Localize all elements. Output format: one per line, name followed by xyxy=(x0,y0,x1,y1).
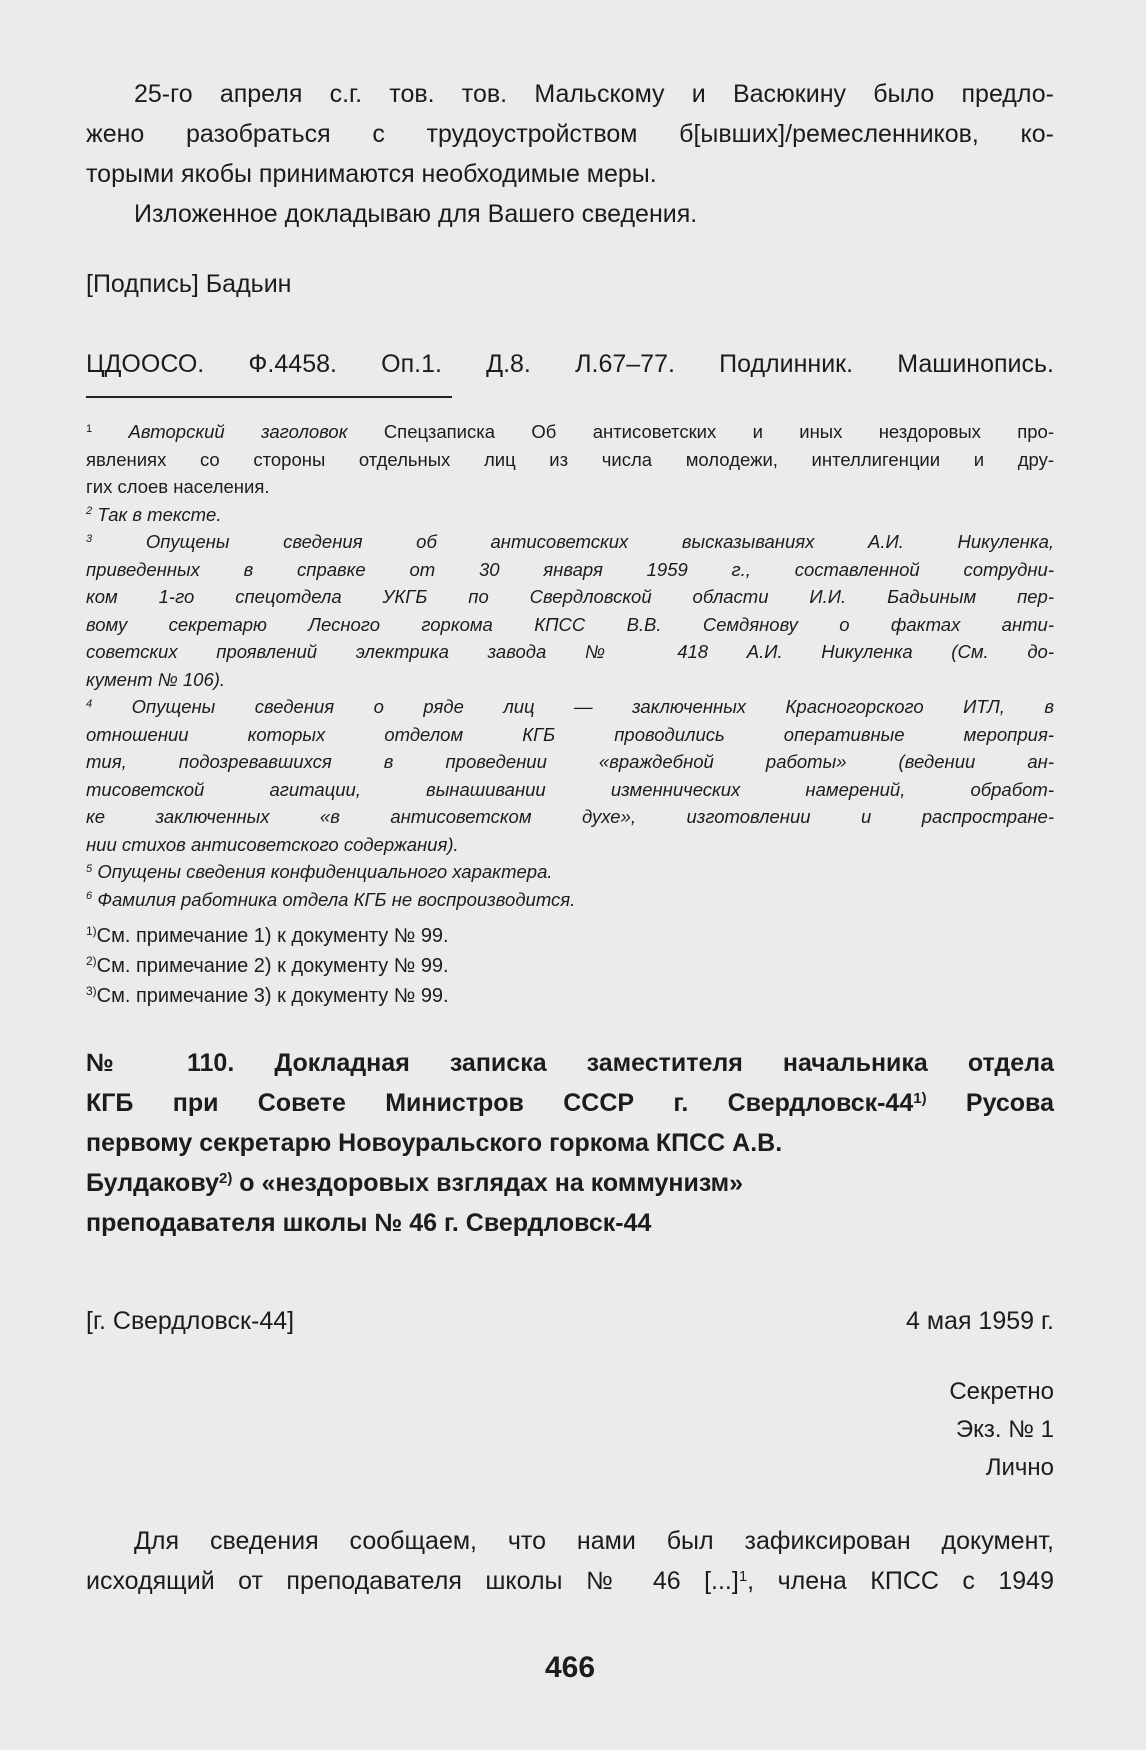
document-heading xyxy=(86,1043,1054,1243)
footnote-text: Опущены сведения о ряде лиц — заключенных Красногорского ИТЛ, в xyxy=(131,696,1055,717)
heading-line: № 110. Докладная записка заместителя начальника отдела xyxy=(86,1049,1054,1077)
footnote-divider xyxy=(86,396,452,398)
place: [г. Свердловск-44] xyxy=(86,1307,295,1335)
page-number: 466 xyxy=(544,1651,596,1684)
footnote-text: отношении которых отделом КГБ проводились оперативные мероприя- xyxy=(86,723,1054,745)
footnote-text: приведенных в справке от 30 января 1959 г., составленной сотрудни- xyxy=(86,558,1054,580)
footnote-text: Фамилия работника отдела КГБ не воспроизводится. xyxy=(97,888,576,910)
footnotes xyxy=(86,418,1054,913)
heading-mark: 2) xyxy=(218,1169,233,1187)
footnote-text: гих слоев населения. xyxy=(86,476,270,497)
note-text: См. примечание 1) к документу № 99. xyxy=(96,925,449,947)
intro-paragraph xyxy=(86,74,1054,234)
footnote-mark: 5 xyxy=(86,862,93,875)
closing-paragraph xyxy=(86,1521,1054,1601)
heading-text: Булдакову xyxy=(86,1169,219,1197)
footnote-text: Так в тексте. xyxy=(97,503,222,525)
stamp-secret: Секретно xyxy=(949,1378,1054,1405)
heading-text: о «нездоровых взглядах на коммунизм» xyxy=(232,1169,744,1197)
note-mark: 3) xyxy=(86,984,97,999)
date: 4 мая 1959 г. xyxy=(906,1307,1054,1335)
stamp-copy: Экз. № 1 xyxy=(955,1416,1054,1443)
heading-text: Русова xyxy=(926,1089,1054,1117)
footnote-mark: 3 xyxy=(86,532,93,545)
note-mark: 2) xyxy=(86,954,97,969)
footnote-text: Опущены сведения конфиденциального характера. xyxy=(97,861,553,882)
heading-mark: 1) xyxy=(913,1089,927,1107)
place-date-row xyxy=(86,1301,1054,1341)
footnote-text: кумент № 106). xyxy=(86,668,226,690)
text-line: торыми якобы принимаются необходимые меры. xyxy=(86,160,657,188)
footnote-mark: 4 xyxy=(86,697,93,710)
footnote-text: Опущены сведения об антисоветских высказываниях А.И. Никуленка, xyxy=(145,531,1055,552)
footnote-mark: 1 xyxy=(738,1567,748,1585)
note-text: См. примечание 3) к документу № 99. xyxy=(96,985,449,1007)
heading-line: первому секретарю Новоуральского горкома КПСС А.В. xyxy=(86,1129,783,1157)
footnote-text: вому секретарю Лесного горкома КПСС В.В. Семдянову о фактах анти- xyxy=(86,613,1054,635)
footnote-text: Спецзаписка Об антисоветских и иных нездоровых про- xyxy=(383,421,1054,442)
footnote-text: тисоветской агитации, вынашивании изменнических намерений, обработ- xyxy=(86,778,1054,800)
footnote-text: нии стихов антисоветского содержания). xyxy=(86,833,459,855)
text-line: жено разобраться с трудоустройством б[ывших]/ремесленников, ко- xyxy=(86,120,1054,148)
signature: [Подпись] Бадьин xyxy=(86,270,292,298)
footnote-text: ке заключенных «в антисоветском духе», изготовлении и распростране- xyxy=(86,806,1054,827)
footnote-italic: Авторский заголовок xyxy=(128,421,348,442)
heading-text: КГБ при Совете Министров СССР г. Свердловск-44 xyxy=(86,1089,914,1117)
footnote-text: советских проявлений электрика завода № 418 А.И. Никуленка (См. до- xyxy=(86,641,1054,662)
text: , члена КПСС с 1949 xyxy=(747,1567,1054,1595)
footnote-mark: 6 xyxy=(86,890,93,903)
footnote-mark: 1 xyxy=(86,422,93,435)
footnote-text: явлениях со стороны отдельных лиц из числа молодежи, интеллигенции и дру- xyxy=(86,448,1054,470)
note-mark: 1) xyxy=(86,924,97,939)
footnote-mark: 2 xyxy=(86,505,93,518)
text-line: Для сведения сообщаем, что нами был зафиксирован документ, xyxy=(134,1527,1054,1555)
notes xyxy=(86,921,1054,1011)
note-text: См. примечание 2) к документу № 99. xyxy=(96,955,449,977)
heading-line: преподавателя школы № 46 г. Свердловск-44 xyxy=(86,1209,652,1237)
text-line: 25-го апреля с.г. тов. тов. Мальскому и Васюкину было предло- xyxy=(134,80,1054,108)
footnote-text: ком 1-го спецотдела УКГБ по Свердловской области И.И. Бадьиным пер- xyxy=(86,586,1054,607)
stamp-personal: Лично xyxy=(985,1454,1054,1481)
classification-stamps xyxy=(86,1373,1054,1487)
report-line: Изложенное докладываю для Вашего сведения. xyxy=(134,200,698,228)
archive-reference: ЦДООСО. Ф.4458. Оп.1. Д.8. Л.67–77. Подлинник. Машинопись. xyxy=(86,350,1054,378)
text: исходящий от преподавателя школы № 46 [...] xyxy=(86,1567,739,1595)
footnote-text: тия, подозревавшихся в проведении «враждебной работы» (ведении ан- xyxy=(86,751,1054,772)
